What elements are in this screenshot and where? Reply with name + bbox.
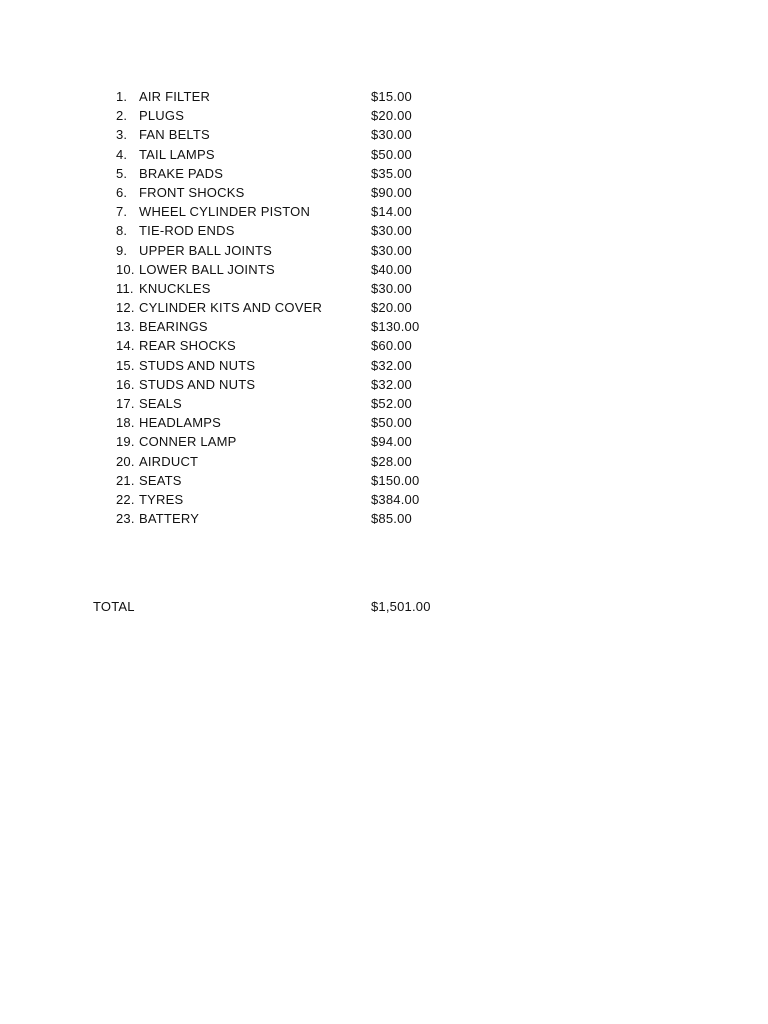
- item-name: BRAKE PADS: [139, 165, 224, 181]
- item-price: $20.00: [371, 300, 412, 316]
- item-number: 15.: [116, 357, 135, 373]
- item-number: 7.: [116, 204, 128, 220]
- item-price: $35.00: [371, 165, 412, 181]
- item-number: 8.: [116, 223, 128, 239]
- item-number: 9.: [116, 242, 128, 258]
- item-number: 20.: [116, 453, 135, 469]
- item-price: $52.00: [371, 396, 412, 411]
- item-name: TAIL LAMPS: [139, 146, 215, 162]
- list-item: [0, 317, 768, 336]
- item-number: 23.: [116, 511, 135, 527]
- item-price: $130.00: [371, 319, 420, 335]
- item-number: 14.: [116, 338, 135, 354]
- list-item: [0, 394, 768, 413]
- item-name: AIR FILTER: [139, 89, 211, 104]
- list-item: [0, 356, 768, 375]
- item-name: TYRES: [139, 491, 184, 507]
- item-name: LOWER BALL JOINTS: [139, 261, 275, 277]
- item-number: 10.: [116, 261, 135, 277]
- list-item: [0, 164, 768, 183]
- item-name: FAN BELTS: [139, 127, 210, 143]
- item-number: 18.: [116, 415, 135, 431]
- item-price: $94.00: [371, 434, 412, 450]
- item-number: 3.: [116, 127, 128, 143]
- item-price: $20.00: [371, 108, 412, 124]
- item-name: KNUCKLES: [139, 280, 211, 296]
- item-price: $30.00: [371, 223, 412, 239]
- item-price: $90.00: [371, 184, 412, 200]
- list-item: [0, 375, 768, 394]
- list-item: [0, 490, 768, 509]
- parts-list: [0, 87, 768, 528]
- item-price: $28.00: [371, 453, 412, 469]
- item-price: $15.00: [371, 89, 412, 104]
- list-item: [0, 145, 768, 164]
- list-item: [0, 260, 768, 279]
- total-value: $1,501.00: [371, 599, 431, 614]
- item-name: REAR SHOCKS: [139, 338, 236, 354]
- item-number: 2.: [116, 108, 128, 124]
- item-name: CYLINDER KITS AND COVER: [139, 300, 323, 316]
- total-row: [0, 597, 768, 616]
- list-item: [0, 298, 768, 317]
- item-price: $150.00: [371, 472, 420, 488]
- item-name: PLUGS: [139, 108, 185, 124]
- item-number: 11.: [116, 280, 134, 296]
- item-price: $384.00: [371, 491, 420, 507]
- list-item: [0, 432, 768, 451]
- item-price: $85.00: [371, 511, 412, 527]
- item-number: 1.: [116, 89, 128, 104]
- item-name: TIE-ROD ENDS: [139, 223, 235, 239]
- item-name: CONNER LAMP: [139, 434, 237, 450]
- item-name: WHEEL CYLINDER PISTON: [139, 204, 311, 220]
- item-name: SEATS: [139, 472, 182, 488]
- item-name: HEADLAMPS: [139, 415, 221, 431]
- item-name: AIRDUCT: [139, 453, 199, 469]
- item-price: $50.00: [371, 146, 412, 162]
- item-number: 5.: [116, 165, 128, 181]
- list-item: [0, 183, 768, 202]
- item-price: $32.00: [371, 357, 412, 373]
- item-price: $30.00: [371, 127, 412, 143]
- item-name: STUDS AND NUTS: [139, 376, 256, 392]
- list-item: [0, 509, 768, 528]
- list-item: [0, 87, 768, 106]
- item-number: 17.: [116, 396, 135, 411]
- item-number: 4.: [116, 146, 128, 162]
- list-item: [0, 106, 768, 125]
- list-item: [0, 202, 768, 221]
- item-name: FRONT SHOCKS: [139, 184, 245, 200]
- item-name: SEALS: [139, 396, 182, 411]
- list-item: [0, 125, 768, 144]
- item-price: $50.00: [371, 415, 412, 431]
- item-name: BATTERY: [139, 511, 200, 527]
- item-number: 6.: [116, 184, 128, 200]
- list-item: [0, 471, 768, 490]
- item-name: STUDS AND NUTS: [139, 357, 256, 373]
- item-price: $60.00: [371, 338, 412, 354]
- item-number: 19.: [116, 434, 135, 450]
- list-item: [0, 221, 768, 240]
- total-label: TOTAL: [93, 599, 135, 614]
- list-item: [0, 336, 768, 355]
- item-name: BEARINGS: [139, 319, 208, 335]
- list-item: [0, 413, 768, 432]
- item-number: 21.: [116, 472, 135, 488]
- list-item: [0, 241, 768, 260]
- item-number: 16.: [116, 376, 135, 392]
- list-item: [0, 452, 768, 471]
- item-price: $30.00: [371, 242, 412, 258]
- item-number: 22.: [116, 491, 135, 507]
- item-price: $40.00: [371, 261, 412, 277]
- item-price: $30.00: [371, 280, 412, 296]
- item-number: 12.: [116, 300, 135, 316]
- item-price: $14.00: [371, 204, 412, 220]
- item-price: $32.00: [371, 376, 412, 392]
- item-name: UPPER BALL JOINTS: [139, 242, 272, 258]
- list-item: [0, 279, 768, 298]
- item-number: 13.: [116, 319, 135, 335]
